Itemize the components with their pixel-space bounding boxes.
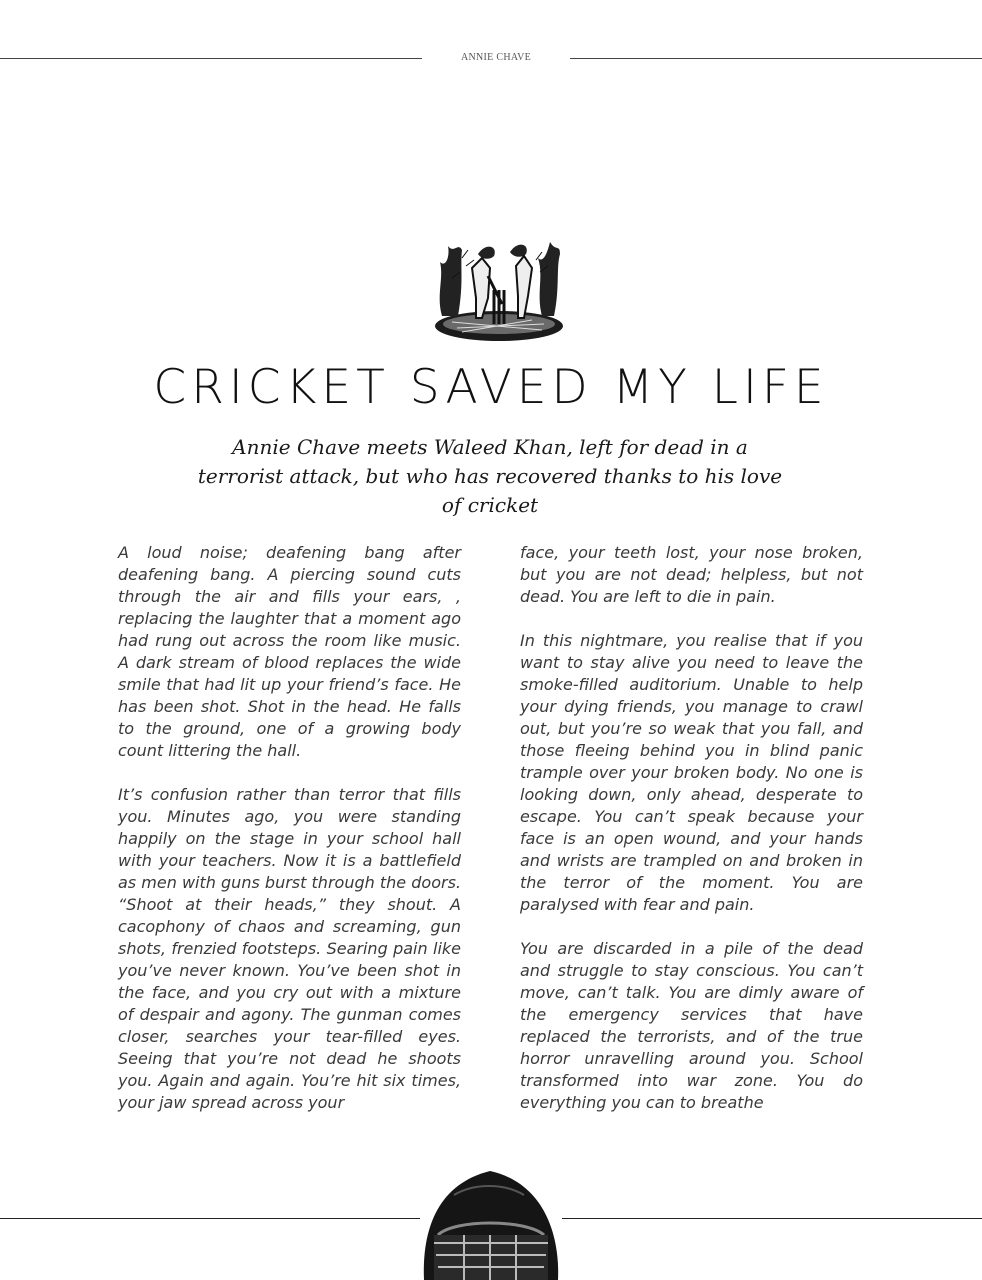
body-column-right: [520, 542, 863, 1136]
body-paragraph: In this nightmare, you realise that if you want to stay alive you need to leave the smoke-filled auditorium. Unable to help your dying friends, you manage to crawl out, but you’re so weak that you fall, and those fleeing behind you in blind panic trample over your broken body. No one is looking down, only ahead, desperate to escape. You can’t speak because your face is an open wound, and your hands and wrists are trampled on and broken in the terror of the moment. You are paralysed with fear and pain.: [520, 631, 863, 914]
body-paragraph: It’s confusion rather than terror that fills you. Minutes ago, you were standing happily on the stage in your school hall with your teachers. Now it is a battlefield as men with guns burst through the doors. “Shoot at their heads,” they shout. A cacophony of chaos and screaming, gun shots, frenzied footsteps. Searing pain like you’ve never known. You’ve been shot in the face, and you cry out with a mixture of despair and agony. The gunman comes closer, searches your tear-filled eyes. Seeing that you’re not dead he shoots you. Again and again. You’re hit six times, your jaw spread across your: [118, 785, 461, 1112]
body-paragraph: A loud noise; deafening bang after deafening bang. A piercing sound cuts through the air and fills your ears, , replacing the laughter that a moment ago had rung out across the room like music. A dark stream of blood replaces the wide smile that had lit up your friend’s face. He has been shot. Shot in the head. He falls to the ground, one of a growing body count littering the hall.: [118, 543, 461, 760]
footer-rule-left: [0, 1218, 420, 1219]
running-header-author: ANNIE CHAVE: [460, 52, 532, 63]
header-rule-right: [570, 58, 982, 59]
article-title: CRICKET SAVED MY LIFE: [153, 360, 829, 415]
body-column-left: [118, 542, 461, 1136]
cricket-woodcut-icon: [432, 238, 566, 342]
article-standfirst: Annie Chave meets Waleed Khan, left for dead in a terrorist attack, but who has recovered thanks to his love of cricket: [197, 435, 783, 517]
header-rule-left: [0, 58, 422, 59]
body-paragraph: You are discarded in a pile of the dead and struggle to stay conscious. You can’t move, can’t talk. You are dimly aware of the emergency services that have replaced the terrorists, and of the true horror unravelling around you. School transformed into war zone. You do everything you can to breathe: [520, 939, 863, 1112]
cricket-helmet-icon: [394, 1165, 586, 1280]
footer-rule-right: [562, 1218, 982, 1219]
body-paragraph: face, your teeth lost, your nose broken, but you are not dead; helpless, but not dead. You are left to die in pain.: [520, 543, 863, 606]
